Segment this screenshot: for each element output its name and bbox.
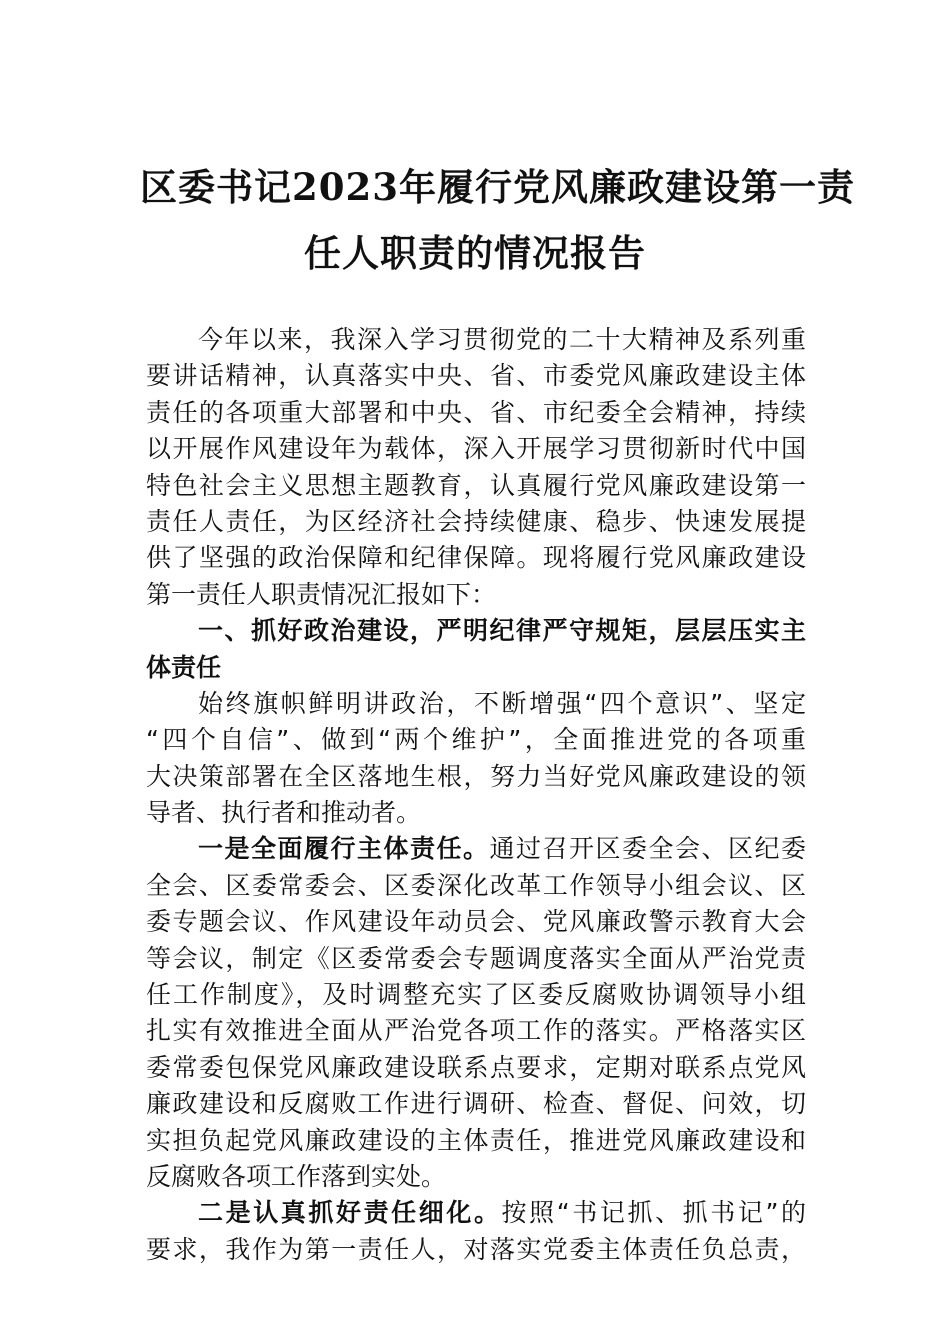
document-title-line-1: 区委书记2023年履行党风廉政建设第一责 — [140, 165, 855, 209]
paragraph-line: 第一责任人职责情况汇报如下： — [146, 579, 497, 609]
paragraph-line: 要讲话精神，认真落实中央、省、市委党风廉政建设主体 — [146, 361, 806, 391]
paragraph-line: 大决策部署在全区落地生根，努力当好党风廉政建设的领 — [146, 761, 806, 791]
paragraph-line: 今年以来，我深入学习贯彻党的二十大精神及系列重 — [198, 325, 806, 354]
paragraph-line: 全会、区委常委会、区委深化改革工作领导小组会议、区 — [146, 870, 806, 900]
paragraph-line: 特色社会主义思想主题教育，认真履行党风廉政建设第一 — [146, 470, 806, 500]
paragraph-line: 责任人责任，为区经济社会持续健康、稳步、快速发展提 — [146, 506, 806, 536]
section-heading-line: 一、抓好政治建设，严明纪律严守规矩，层层压实主 — [198, 616, 806, 646]
paragraph-line: 反腐败各项工作落到实处。 — [146, 1161, 447, 1191]
section-heading-line: 体责任 — [146, 652, 222, 682]
paragraph-line: 导者、执行者和推动者。 — [146, 798, 422, 828]
paragraph-line: 供了坚强的政治保障和纪律保障。现将履行党风廉政建设 — [146, 543, 806, 573]
point-lead: 二是认真抓好责任细化。 — [198, 1198, 502, 1228]
paragraph-line: 委常委包保党风廉政建设联系点要求，定期对联系点党风 — [146, 1052, 806, 1082]
document-body — [146, 322, 806, 1268]
paragraph-line: 始终旗帜鲜明讲政治，不断增强“四个意识”、坚定 — [198, 688, 806, 718]
paragraph-line: 实担负起党风廉政建设的主体责任，推进党风廉政建设和 — [146, 1125, 806, 1155]
point-text: 按照“书记抓、抓书记”的 — [501, 1198, 806, 1228]
paragraph-line: 以开展作风建设年为载体，深入开展学习贯彻新时代中国 — [146, 434, 806, 464]
paragraph-line: 等会议，制定《区委常委会专题调度落实全面从严治党责 — [146, 943, 806, 973]
paragraph-line — [146, 1195, 806, 1231]
paragraph-line: 责任的各项重大部署和中央、省、市纪委全会精神，持续 — [146, 397, 806, 427]
paragraph-line: 要求，我作为第一责任人，对落实党委主体责任负总责， — [146, 1234, 806, 1264]
paragraph-line: 委专题会议、作风建设年动员会、党风廉政警示教育大会 — [146, 907, 806, 937]
paragraph-line: “四个自信”、做到“两个维护”，全面推进党的各项重 — [146, 725, 806, 755]
paragraph-line: 任工作制度》，及时调整充实了区委反腐败协调领导小组 — [146, 980, 806, 1010]
point-text: 通过召开区委全会、区纪委 — [489, 834, 806, 864]
point-lead: 一是全面履行主体责任。 — [198, 834, 490, 864]
paragraph-line: 扎实有效推进全面从严治党各项工作的落实。严格落实区 — [146, 1016, 806, 1046]
paragraph-line — [146, 831, 806, 867]
document-title-line-2: 任人职责的情况报告 — [304, 231, 646, 275]
paragraph-line: 廉政建设和反腐败工作进行调研、检查、督促、问效，切 — [146, 1089, 806, 1119]
